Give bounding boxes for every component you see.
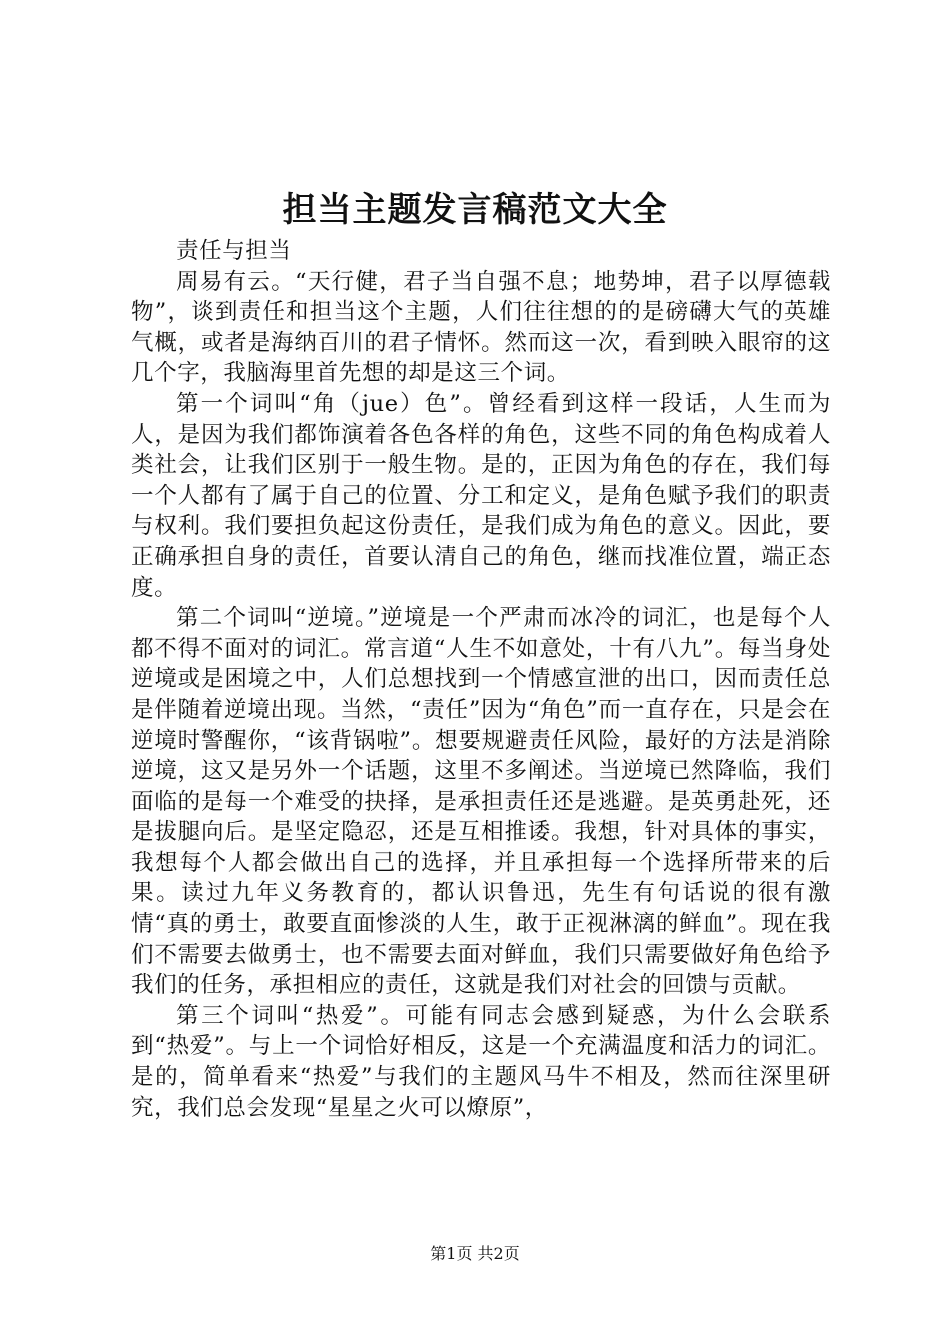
paragraph: 第三个词叫“热爱”。可能有同志会感到疑惑，为什么会联系到“热爱”。与上一个词恰好相反，这是一个充满温度和活力的词汇。是的，简单看来“热爱”与我们的主题风马牛不相及，然而往深里研究，我们总会发现“星星之火可以燎原”， (131, 1002, 831, 1121)
document-title: 担当主题发言稿范文大全 (282, 190, 668, 230)
document-body (131, 236, 831, 1123)
paragraph-subtitle: 责任与担当 (176, 238, 292, 264)
paragraph: 第一个词叫“角（jue）色”。曾经看到这样一段话，人生而为人，是因为我们都饰演着各色各样的角色，这些不同的角色构成着人类社会，让我们区别于一般生物。是的，正因为角色的存在，我们每一个人都有了属于自己的位置、分工和定义，是角色赋予我们的职责与权利。我们要担负起这份责任，是我们成为角色的意义。因此，要正确承担自身的责任，首要认清自己的角色，继而找准位置，端正态度。 (131, 390, 831, 601)
page-footer: 第1页 共2页 (430, 1244, 520, 1263)
paragraph: 周易有云。“天行健，君子当自强不息；地势坤，君子以厚德载物”，谈到责任和担当这个主题，人们往往想的的是磅礴大气的英雄气概，或者是海纳百川的君子情怀。然而这一次，看到映入眼帘的这几个字，我脑海里首先想的却是这三个词。 (131, 268, 831, 387)
paragraph: 第二个词叫“逆境。”逆境是一个严肃而冰冷的词汇，也是每个人都不得不面对的词汇。常言道“人生不如意处，十有八九”。每当身处逆境或是困境之中，人们总想找到一个情感宣泄的出口，因而责任总是伴随着逆境出现。当然，“责任”因为“角色”而一直存在，只是会在逆境时警醒你，“该背锅啦”。想要规避责任风险，最好的方法是消除逆境，这又是另外一个话题，这里不多阐述。当逆境已然降临，我们面临的是每一个难受的抉择，是承担责任还是逃避。是英勇赴死，还是拔腿向后。是坚定隐忍，还是互相推诿。我想，针对具体的事实，我想每个人都会做出自己的选择，并且承担每一个选择所带来的后果。读过九年义务教育的，都认识鲁迅，先生有句话说的很有激情“真的勇士，敢要直面惨淡的人生，敢于正视淋漓的鲜血”。现在我们不需要去做勇士，也不需要去面对鲜血，我们只需要做好角色给予我们的任务，承担相应的责任，这就是我们对社会的回馈与贡献。 (131, 605, 831, 999)
